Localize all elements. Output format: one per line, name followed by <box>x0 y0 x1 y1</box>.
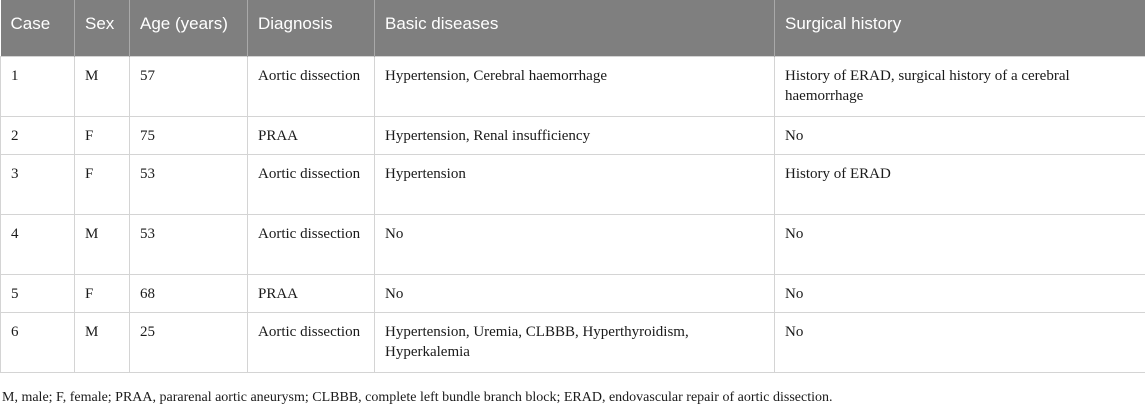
cell-sex: F <box>75 154 130 214</box>
table-row <box>1 274 1145 312</box>
cell-diagnosis: PRAA <box>248 116 375 154</box>
table-row <box>1 312 1145 372</box>
table-row <box>1 214 1145 274</box>
cell-age: 25 <box>130 312 248 372</box>
cell-age: 53 <box>130 214 248 274</box>
col-header-sex: Sex <box>75 0 130 56</box>
cell-case: 1 <box>1 56 75 116</box>
cell-age: 57 <box>130 56 248 116</box>
cell-sex: M <box>75 56 130 116</box>
cell-age: 68 <box>130 274 248 312</box>
cell-case: 5 <box>1 274 75 312</box>
cell-case: 6 <box>1 312 75 372</box>
table-row <box>1 154 1145 214</box>
cell-surgical-history: History of ERAD, surgical history of a cerebral haemorrhage <box>775 56 1145 116</box>
col-header-case: Case <box>1 0 75 56</box>
table-row <box>1 116 1145 154</box>
cell-case: 2 <box>1 116 75 154</box>
cell-basic-diseases: No <box>375 274 775 312</box>
cell-basic-diseases: No <box>375 214 775 274</box>
col-header-surgical-history: Surgical history <box>775 0 1145 56</box>
cell-sex: F <box>75 116 130 154</box>
cell-surgical-history: No <box>775 116 1145 154</box>
col-header-age: Age (years) <box>130 0 248 56</box>
cell-diagnosis: Aortic dissection <box>248 214 375 274</box>
cell-diagnosis: Aortic dissection <box>248 56 375 116</box>
header-row <box>1 0 1145 56</box>
col-header-diagnosis: Diagnosis <box>248 0 375 56</box>
cell-diagnosis: PRAA <box>248 274 375 312</box>
cell-diagnosis: Aortic dissection <box>248 154 375 214</box>
cell-age: 75 <box>130 116 248 154</box>
col-header-basic-diseases: Basic diseases <box>375 0 775 56</box>
cell-surgical-history: No <box>775 312 1145 372</box>
table-footnote: M, male; F, female; PRAA, pararenal aortic aneurysm; CLBBB, complete left bundle branch block; ERAD, endovascular repair of aortic dissection. <box>2 390 833 405</box>
table-row <box>1 56 1145 116</box>
cell-basic-diseases: Hypertension, Cerebral haemorrhage <box>375 56 775 116</box>
cell-surgical-history: No <box>775 214 1145 274</box>
cell-surgical-history: History of ERAD <box>775 154 1145 214</box>
cell-basic-diseases: Hypertension, Uremia, CLBBB, Hyperthyroidism, Hyperkalemia <box>375 312 775 372</box>
cell-basic-diseases: Hypertension, Renal insufficiency <box>375 116 775 154</box>
cell-sex: M <box>75 312 130 372</box>
cell-sex: F <box>75 274 130 312</box>
cell-basic-diseases: Hypertension <box>375 154 775 214</box>
cell-diagnosis: Aortic dissection <box>248 312 375 372</box>
cell-case: 4 <box>1 214 75 274</box>
cell-case: 3 <box>1 154 75 214</box>
cell-sex: M <box>75 214 130 274</box>
cell-age: 53 <box>130 154 248 214</box>
cell-surgical-history: No <box>775 274 1145 312</box>
